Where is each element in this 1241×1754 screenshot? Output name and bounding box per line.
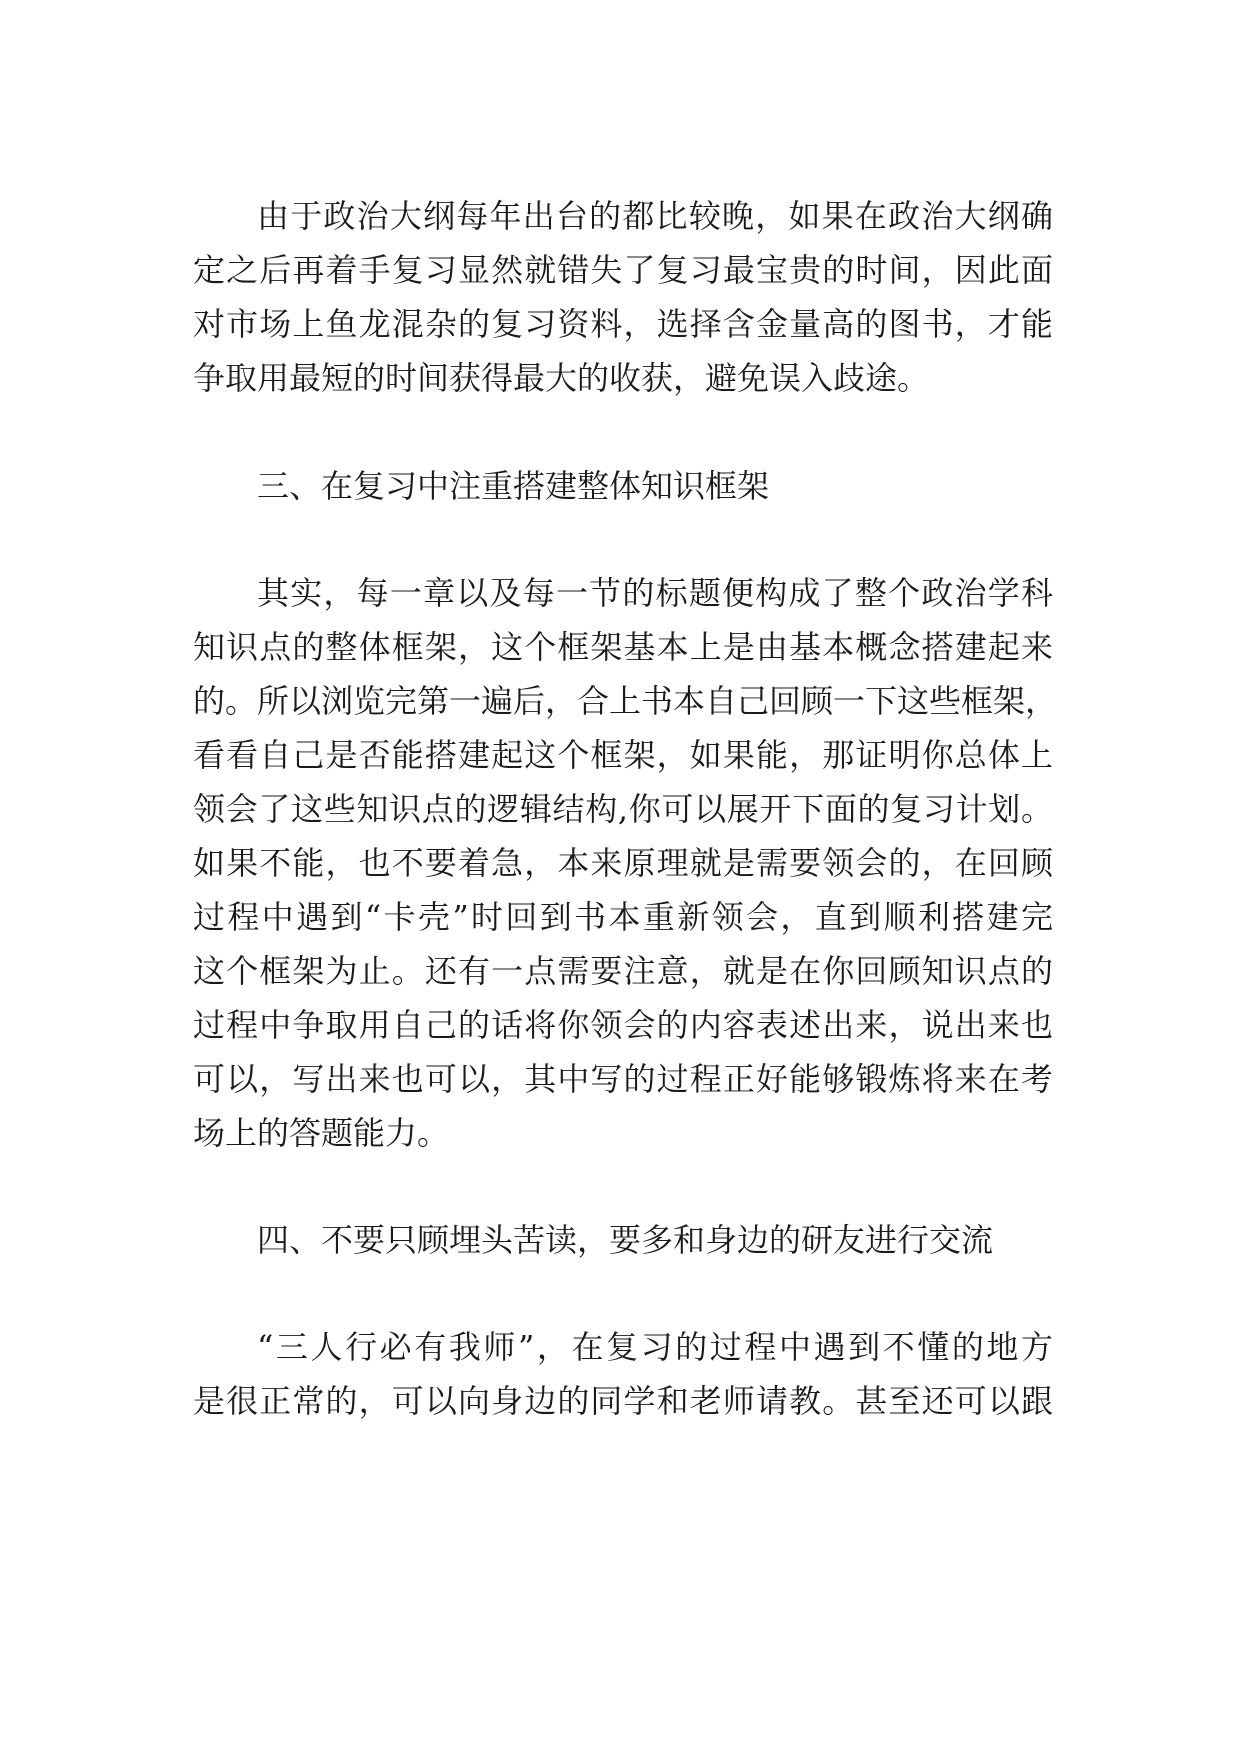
paragraph-3-line-2: 是很正常的，可以向身边的同学和老师请教。甚至还可以跟 [193,1382,1053,1420]
paragraph-2-line-5: 领会了这些知识点的逻辑结构,你可以展开下面的复习计划。 [193,790,1053,828]
paragraph-2-line-3: 的。所以浏览完第一遍后，合上书本自己回顾一下这些框架， [193,682,1058,720]
paragraph-1-line-4: 争取用最短的时间获得最大的收获，避免误入歧途。 [193,359,930,397]
paragraph-2-line-2: 知识点的整体框架，这个框架基本上是由基本概念搭建起来 [193,628,1053,666]
paragraph-2-line-9: 过程中争取用自己的话将你领会的内容表述出来，说出来也 [193,1006,1053,1044]
paragraph-1-line-3: 对市场上鱼龙混杂的复习资料，选择含金量高的图书，才能 [193,305,1053,343]
paragraph-2-line-7: 过程中遇到“卡壳”时回到书本重新领会，直到顺利搭建完 [193,898,1053,936]
paragraph-1-line-2: 定之后再着手复习显然就错失了复习最宝贵的时间，因此面 [193,251,1053,289]
paragraph-2-line-6: 如果不能，也不要着急，本来原理就是需要领会的，在回顾 [193,844,1053,882]
paragraph-2-line-8: 这个框架为止。还有一点需要注意，就是在你回顾知识点的 [193,952,1053,990]
section-heading-4: 四、不要只顾埋头苦读，要多和身边的研友进行交流 [257,1221,994,1259]
paragraph-3-line-1: “三人行必有我师”，在复习的过程中遇到不懂的地方 [257,1328,1053,1366]
paragraph-2-line-11: 场上的答题能力。 [193,1114,450,1152]
paragraph-2-line-4: 看看自己是否能搭建起这个框架，如果能，那证明你总体上 [193,736,1053,774]
section-heading-3: 三、在复习中注重搭建整体知识框架 [257,467,770,505]
paragraph-1-line-1: 由于政治大纲每年出台的都比较晚，如果在政治大纲确 [257,197,1053,235]
paragraph-2-line-10: 可以，写出来也可以，其中写的过程正好能够锻炼将来在考 [193,1060,1053,1098]
paragraph-2-line-1: 其实，每一章以及每一节的标题便构成了整个政治学科 [257,574,1053,612]
